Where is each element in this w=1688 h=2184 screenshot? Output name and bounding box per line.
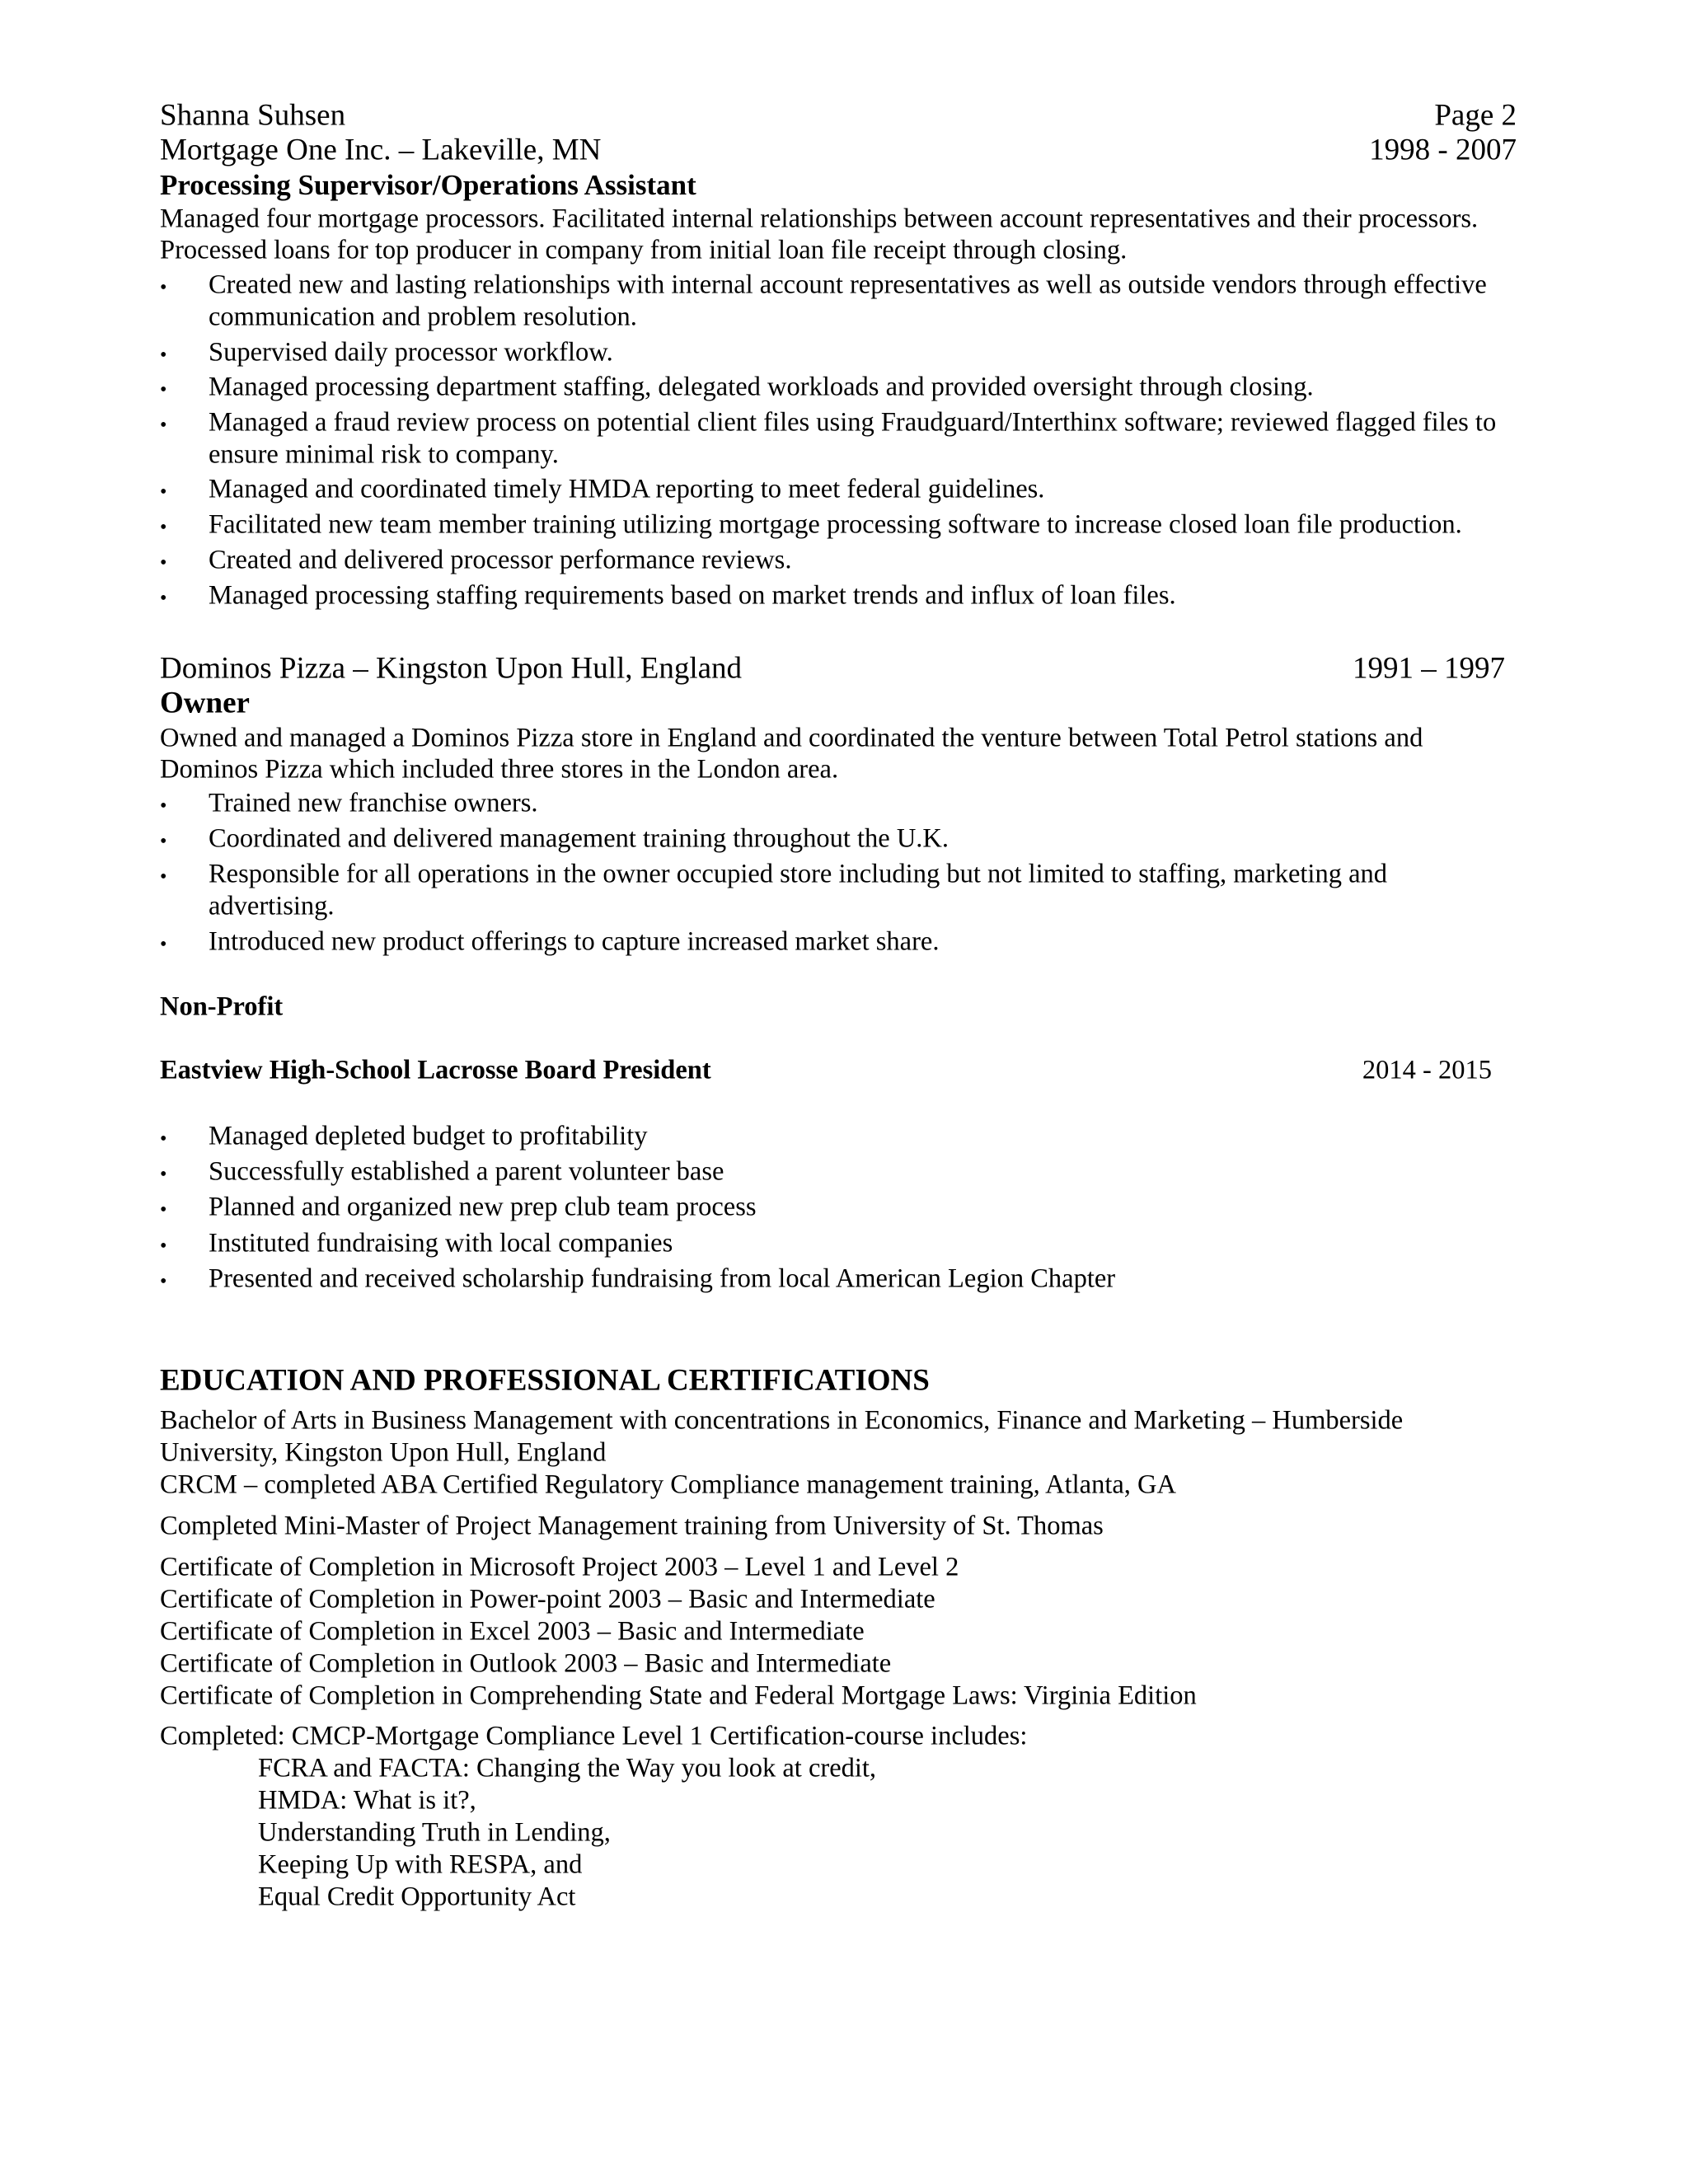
bullet-text: Created and delivered processor performance reviews. (209, 545, 792, 575)
cmcp-course: HMDA: What is it?, (258, 1785, 476, 1816)
bullet-text: ensure minimal risk to company. (209, 439, 559, 470)
page-number: Page 2 (1434, 98, 1517, 133)
bullet-marker: • (160, 1235, 167, 1257)
bullet-text: Instituted fundraising with local companies (209, 1228, 673, 1258)
bullet-marker: • (160, 1127, 167, 1150)
bullet-text: Planned and organized new prep club team process (209, 1192, 757, 1222)
bullet-text: communication and problem resolution. (209, 302, 637, 332)
cmcp-course: Equal Credit Opportunity Act (258, 1882, 576, 1912)
certificate-line: Certificate of Completion in Excel 2003 – Basic and Intermediate (160, 1616, 865, 1647)
bullet-text: Managed processing department staffing, delegated workloads and provided oversight through closing. (209, 372, 1314, 402)
bullet-text: Responsible for all operations in the owner occupied store including but not limited to staffing, marketing and (209, 859, 1387, 889)
bullet-text: Trained new franchise owners. (209, 788, 538, 818)
job2-summary-line: Dominos Pizza which included three stores in the London area. (160, 754, 839, 785)
bullet-marker: • (160, 830, 167, 852)
cmcp-course: Keeping Up with RESPA, and (258, 1849, 583, 1880)
bullet-text: Managed a fraud review process on potential client files using Fraudguard/Interthinx software; reviewed flagged files to (209, 407, 1497, 438)
education-heading: EDUCATION AND PROFESSIONAL CERTIFICATIONS (160, 1363, 930, 1398)
bullet-text: Created new and lasting relationships with internal account representatives as well as outside vendors through effective (209, 269, 1487, 300)
bullet-marker: • (160, 516, 167, 538)
bullet-text: Introduced new product offerings to capture increased market share. (209, 926, 940, 957)
bullet-text: Managed processing staffing requirements based on market trends and influx of loan files. (209, 580, 1176, 611)
degree-line: University, Kingston Upon Hull, England (160, 1437, 607, 1468)
bullet-text: Successfully established a parent volunteer base (209, 1156, 724, 1187)
bullet-marker: • (160, 378, 167, 401)
bullet-marker: • (160, 480, 167, 503)
cmcp-course: Understanding Truth in Lending, (258, 1817, 611, 1848)
job1-summary-line: Processed loans for top producer in company from initial loan file receipt through closing. (160, 235, 1128, 265)
bullet-text: Presented and received scholarship fundraising from local American Legion Chapter (209, 1263, 1116, 1294)
bullet-text: Coordinated and delivered management training throughout the U.K. (209, 823, 950, 854)
nonprofit-role: Eastview High-School Lacrosse Board President (160, 1055, 711, 1085)
certificate-line: Certificate of Completion in Comprehending State and Federal Mortgage Laws: Virginia Edition (160, 1680, 1197, 1711)
bullet-marker: • (160, 794, 167, 817)
degree-line: Bachelor of Arts in Business Management with concentrations in Economics, Finance and Marketing – Humberside (160, 1405, 1404, 1436)
bullet-text: Facilitated new team member training utilizing mortgage processing software to increase closed loan file production. (209, 509, 1462, 540)
bullet-marker: • (160, 344, 167, 366)
bullet-marker: • (160, 1163, 167, 1185)
job2-company: Dominos Pizza – Kingston Upon Hull, England (160, 651, 743, 686)
job1-company: Mortgage One Inc. – Lakeville, MN (160, 133, 602, 167)
certificate-line: Certificate of Completion in Microsoft Project 2003 – Level 1 and Level 2 (160, 1552, 959, 1582)
bullet-marker: • (160, 276, 167, 298)
bullet-text: advertising. (209, 891, 335, 921)
nonprofit-heading: Non-Profit (160, 991, 284, 1022)
cmcp-line: Completed: CMCP-Mortgage Compliance Level 1 Certification-course includes: (160, 1721, 1028, 1751)
cmcp-course: FCRA and FACTA: Changing the Way you look at credit, (258, 1753, 877, 1783)
job1-summary-line: Managed four mortgage processors. Facilitated internal relationships between account representatives and their processors. (160, 204, 1479, 234)
crcm-line: CRCM – completed ABA Certified Regulatory Compliance management training, Atlanta, GA (160, 1469, 1176, 1500)
bullet-text: Managed depleted budget to profitability (209, 1121, 648, 1151)
bullet-text: Supervised daily processor workflow. (209, 337, 613, 368)
certificate-line: Certificate of Completion in Power-point 2003 – Basic and Intermediate (160, 1584, 935, 1615)
certificate-line: Certificate of Completion in Outlook 2003 – Basic and Intermediate (160, 1648, 892, 1679)
bullet-marker: • (160, 414, 167, 436)
job1-title: Processing Supervisor/Operations Assistant (160, 169, 696, 202)
bullet-marker: • (160, 933, 167, 955)
job2-title: Owner (160, 686, 250, 720)
bullet-marker: • (160, 1198, 167, 1221)
job2-dates: 1991 – 1997 (1353, 651, 1505, 686)
bullet-marker: • (160, 551, 167, 574)
bullet-marker: • (160, 865, 167, 888)
bullet-marker: • (160, 1270, 167, 1292)
bullet-text: Managed and coordinated timely HMDA reporting to meet federal guidelines. (209, 474, 1045, 504)
mini-master-line: Completed Mini-Master of Project Management training from University of St. Thomas (160, 1511, 1104, 1541)
bullet-marker: • (160, 587, 167, 609)
job1-dates: 1998 - 2007 (1369, 133, 1517, 167)
job2-summary-line: Owned and managed a Dominos Pizza store in England and coordinated the venture between Total Petrol stations and (160, 723, 1423, 753)
nonprofit-dates: 2014 - 2015 (1362, 1055, 1492, 1085)
candidate-name: Shanna Suhsen (160, 98, 346, 133)
